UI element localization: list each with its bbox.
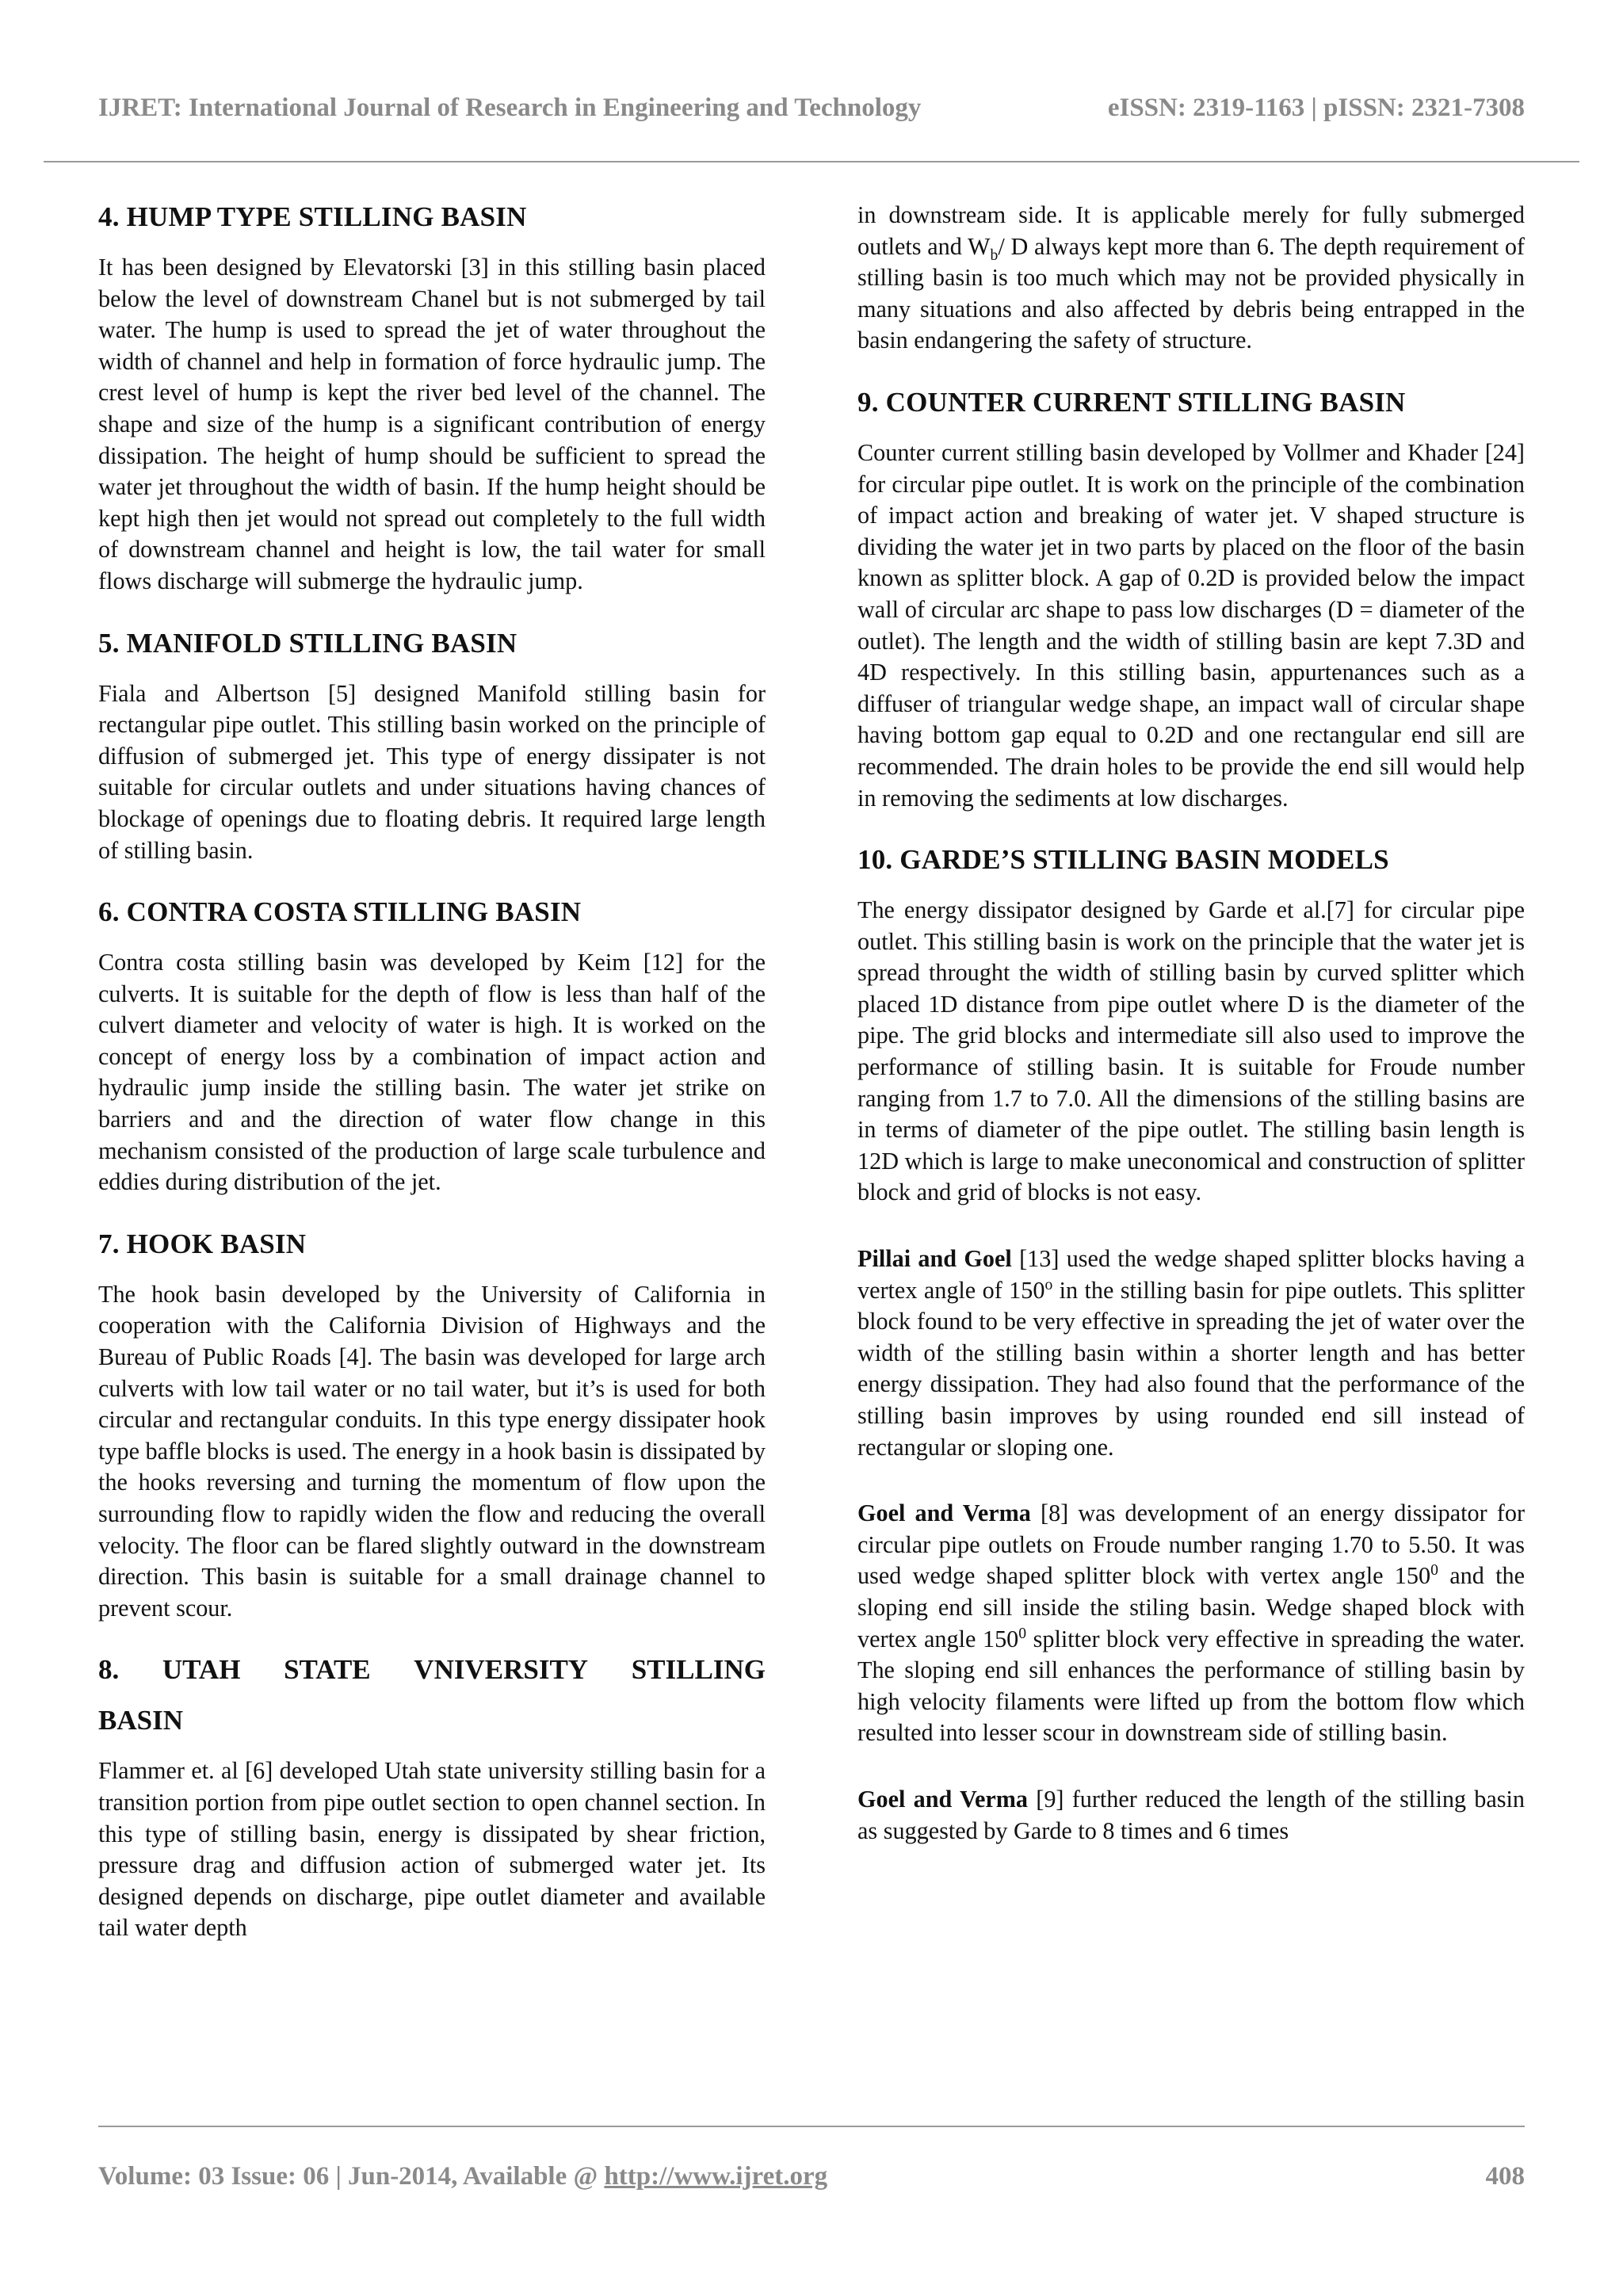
page-footer — [98, 2162, 1525, 2191]
section-7-title: 7. HOOK BASIN — [98, 1228, 307, 1259]
superscript: 0 — [1018, 1625, 1027, 1642]
author-lead: Goel and Verma — [857, 1785, 1029, 1813]
section-8-text: Flammer et. al [6] developed Utah state university stilling basin for a transition portion from pipe outlet section to open channel section. In this type of stilling basin, energy is dissipated by shear friction, pressure drag and diffusion action of submerged water jet. Its designed depends on discharge, pipe outlet diameter and available tail water depth — [98, 1757, 766, 1942]
section-6-text: Contra costa stilling basin was developed by Keim [12] for the culverts. It is suitable for the depth of flow is less than half of the culvert diameter and velocity of water is high. It is worked on the concept of energy loss by a combination of impact action and hydraulic jump inside the stilling basin. The water jet strike on barriers and and the direction of water flow change in this mechanism consisted of the production of large scale turbulence and eddies during distribution of the jet. — [98, 949, 766, 1196]
section-9-title: 9. COUNTER CURRENT STILLING BASIN — [857, 386, 1406, 418]
footer-volume-text: Volume: 03 Issue: 06 | Jun-2014, Available @ — [98, 2162, 605, 2191]
text-run: in downstream side. It is applicable merely for fully submerged outlets and W — [857, 201, 1525, 260]
footer-divider — [98, 2126, 1525, 2127]
text-run: [8] was development of an energy dissipator for circular pipe outlets on Froude number ranging 1.70 to 5.50. It was used wedge shaped splitter block with vertex angle 150 — [857, 1499, 1525, 1590]
text-run: [9] further reduced the length of the stilling basin as suggested by Garde to 8 times and 6 times — [857, 1785, 1525, 1844]
text-run: / D always kept more than 6. The depth requirement of stilling basin is too much which may not be provided physically in many situations and also affected by debris being entrapped in the basin endangering the safety of structure. — [857, 232, 1525, 354]
journal-link[interactable]: http://www.ijret.org — [604, 2162, 828, 2191]
goel-verma-9-paragraph — [857, 1784, 1525, 1847]
section-7-text: The hook basin developed by the University of California in cooperation with the California Division of Highways and the Bureau of Public Roads [4]. The basin was developed for large arch culverts with low tail water or no tail water, but it’s is used for both circular and rectangular conduits. In this type energy dissipater hook type baffle blocks is used. The energy in a hook basin is dissipated by the hooks reversing and turning the momentum of flow upon the surrounding flow to rapidly widen the flow and reducing the overall velocity. The floor can be flared slightly outward in the downstream direction. This basin is suitable for a small drainage channel to prevent scour. — [98, 1280, 766, 1622]
author-lead: Pillai and Goel — [857, 1245, 1012, 1273]
section-6-title: 6. CONTRA COSTA STILLING BASIN — [98, 896, 582, 928]
left-column — [98, 200, 766, 1973]
section-8-title-line2: BASIN — [98, 1705, 183, 1736]
page-header — [98, 94, 1525, 123]
superscript: o — [1044, 1276, 1053, 1293]
section-4-text: It has been designed by Elevatorski [3] in this stilling basin placed below the level of downstream Chanel but is not submerged by tail water. The hump is used to spread the jet of water throughout the width of channel and help in formation of force hydraulic jump. The crest level of hump is kept the river bed level of the channel. The shape and size of the hump is a significant contribution of energy dissipation. The height of hump should be sufficient to spread the water jet throughout the width of basin. If the hump height should be kept high then jet would not spread out completely to the full width of downstream channel and height is low, the tail water for small flows discharge will submerge the hydraulic jump. — [98, 254, 766, 594]
superscript: 0 — [1430, 1562, 1438, 1580]
issn: eISSN: 2319-1163 | pISSN: 2321-7308 — [1107, 94, 1525, 122]
text-run: in the stilling basin for pipe outlets. This splitter block found to be very effective in spreading the jet of water over the width of the stilling basin within a shorter length and has better energy dissipation. They had also found that the performance of the stilling basin improves by using rounded end sill instead of rectangular or sloping one. — [857, 1276, 1525, 1461]
section-8-title-word: STATE — [284, 1654, 371, 1686]
header-divider — [44, 161, 1579, 162]
journal-title: IJRET: International Journal of Research in Engineering and Technology — [98, 94, 922, 122]
section-5-title: 5. MANIFOLD STILLING BASIN — [98, 627, 517, 659]
author-lead: Goel and Verma — [857, 1499, 1031, 1527]
right-column — [857, 200, 1525, 1875]
section-9-text: Counter current stilling basin developed by Vollmer and Khader [24] for circular pipe outlet. It is work on the principle of the combination of impact action and breaking of water jet. V shaped structure is dividing the water jet in two parts by placed on the floor of the basin known as splitter block. A gap of 0.2D is provided below the impact wall of circular arc shape to pass low discharges (D = diameter of the outlet). The length and the width of stilling basin are kept 7.3D and 4D respectively. In this stilling basin, appurtenances such as a diffuser of triangular wedge shape, an impact wall of circular shape having bottom gap equal to 0.2D and one rectangular end sill are recommended. The drain holes to be provide the end sill would help in removing the sediments at low discharges. — [857, 438, 1525, 812]
section-8-continued — [857, 200, 1525, 357]
text-run: splitter block very effective in spreading the water. The sloping end sill enhances the performance of stilling basin by high velocity filaments were lifted up from the bottom flow which resulted into lesser scour in downstream side of stilling basin. — [857, 1625, 1525, 1747]
section-8-title — [98, 1652, 766, 1687]
pillai-goel-paragraph — [857, 1244, 1525, 1463]
section-5-text: Fiala and Albertson [5] designed Manifold stilling basin for rectangular pipe outlet. This stilling basin worked on the principle of diffusion of submerged jet. This type of energy dissipater is not suitable for circular outlets and under situations having chances of blockage of openings due to floating debris. It required large length of stilling basin. — [98, 679, 766, 864]
section-8-title-word: STILLING — [631, 1654, 766, 1686]
goel-verma-8-paragraph — [857, 1498, 1525, 1749]
section-10-title: 10. GARDE’S STILLING BASIN MODELS — [857, 844, 1389, 876]
section-8-title-word: VNIVERSITY — [414, 1654, 589, 1686]
text-run: and the sloping end sill inside the stiling basin. Wedge shaped block with vertex angle 150 — [857, 1562, 1525, 1652]
section-8-title-word: UTAH — [162, 1654, 241, 1686]
page-number: 408 — [1485, 2162, 1525, 2191]
section-10-text: The energy dissipator designed by Garde et al.[7] for circular pipe outlet. This stilling basin is work on the principle that the water jet is spread throught the width of stilling basin by curved splitter which placed 1D distance from pipe outlet where D is the diameter of the pipe. The grid blocks and intermediate sill also used to improve the performance of stilling basin. It is suitable for Froude number ranging from 1.7 to 7.0. All the dimensions of the stilling basins are in terms of diameter of the pipe outlet. The stilling basin length is 12D which is large to make uneconomical and construction of splitter block and grid of blocks is not easy. — [857, 896, 1525, 1206]
footer-volume — [98, 2162, 827, 2191]
subscript: b — [990, 246, 999, 264]
section-8-title-word: 8. — [98, 1654, 120, 1686]
text-run: [13] used the wedge shaped splitter blocks having a vertex angle of 150 — [857, 1245, 1525, 1304]
section-4-title: 4. HUMP TYPE STILLING BASIN — [98, 201, 527, 232]
